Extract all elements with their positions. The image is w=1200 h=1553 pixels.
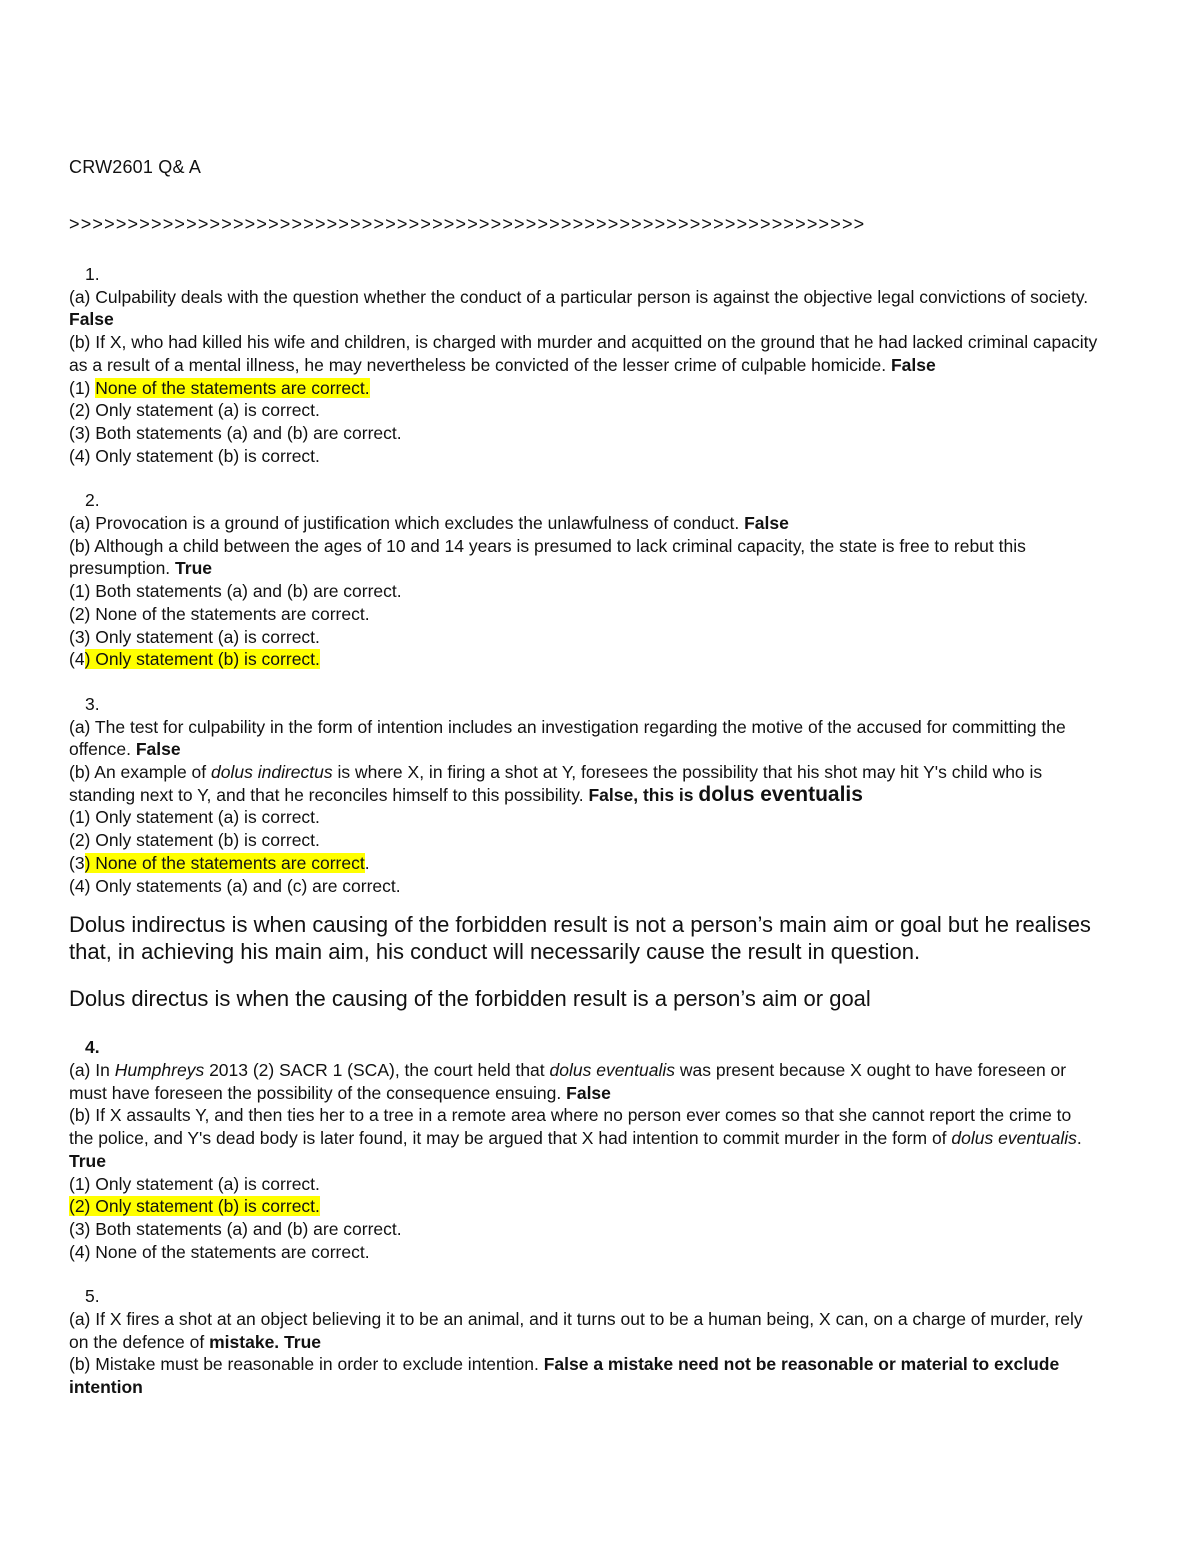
question-4: [69, 1036, 1099, 1263]
option-4: (4) Only statements (a) and (c) are correct.: [69, 875, 401, 896]
statement-b: (b) Mistake must be reasonable in order to exclude intention. False a mistake need not be reasonable or material to exclude intention: [69, 1354, 1060, 1398]
highlighted-answer: ) None of the statements are correct: [84, 852, 365, 873]
note-dolus-directus: Dolus directus is when the causing of the forbidden result is a person’s aim or goal: [69, 986, 871, 1012]
question-5: [69, 1285, 1099, 1399]
verdict: False a mistake need not be reasonable or material to exclude intention: [69, 1354, 1060, 1398]
option-3: (3) Both statements (a) and (b) are correct.: [69, 422, 402, 443]
verdict-term: dolus eventualis: [698, 782, 863, 806]
question-number: 2.: [85, 490, 100, 511]
statement-a: (a) In Humphreys 2013 (2) SACR 1 (SCA), the court held that dolus eventualis was present because X ought to have foreseen or must have foreseen the possibility of the consequence ensuing. False: [69, 1059, 1067, 1103]
verdict: True: [69, 1150, 106, 1171]
option-2: (2) Only statement (b) is correct.: [69, 830, 320, 851]
statement-b: (b) An example of dolus indirectus is where X, in firing a shot at Y, foresees the possibility that his shot may hit Y's child who is standing next to Y, and that he reconciles himself to this possibility. False, this is dolus eventualis: [69, 762, 1043, 806]
verdict: True: [175, 558, 213, 579]
option-4: (4) Only statement (b) is correct.: [69, 445, 320, 466]
verdict: False: [744, 513, 789, 534]
statement-b: (b) If X, who had killed his wife and children, is charged with murder and acquitted on the ground that he had lacked criminal capacity as a result of a mental illness, he may nevertheless be convicted of the lesser crime of culpable homicide. False: [69, 332, 1098, 375]
statement-a: (a) If X fires a shot at an object believing it to be an animal, and it turns out to be a human being, X can, on a charge of murder, rely on the defence of mistake. True: [69, 1309, 1083, 1352]
verdict: False: [135, 739, 181, 760]
question-number: 4.: [85, 1037, 100, 1058]
highlighted-answer: ) Only statement (b) is correct.: [84, 649, 320, 670]
option-2: [69, 1195, 1099, 1218]
highlighted-answer: None of the statements are correct.: [95, 377, 370, 398]
option-1: (1) Only statement (a) is correct.: [69, 1173, 320, 1194]
option-2: (2) None of the statements are correct.: [69, 603, 370, 624]
document-title: CRW2601 Q& A: [69, 157, 202, 177]
divider-line: >>>>>>>>>>>>>>>>>>>>>>>>>>>>>>>>>>>>>>>>>>>>>>>>>>>>>>>>>>>>>>>>>>>>: [69, 214, 866, 234]
option-1: (1) Only statement (a) is correct.: [69, 807, 320, 828]
statement-b: (b) Although a child between the ages of 10 and 14 years is presumed to lack criminal capacity, the state is free to rebut this presumption. True: [69, 535, 1026, 579]
verdict: False: [69, 309, 114, 330]
option-3: (3) None of the statements are correct.: [69, 852, 370, 873]
statement-a: (a) The test for culpability in the form of intention includes an investigation regarding the motive of the accused for committing the offence. False: [69, 716, 1066, 760]
question-number: 3.: [85, 693, 100, 714]
statement-b: (b) If X assaults Y, and then ties her to a tree in a remote area where no person ever comes so that she cannot report the crime to the police, and Y's dead body is later found, it may be argued that X had intention to commit murder in the form of dolus eventualis. True: [69, 1105, 1082, 1171]
statement-a: (a) Provocation is a ground of justification which excludes the unlawfulness of conduct. False: [69, 513, 789, 534]
option-4: (4) None of the statements are correct.: [69, 1241, 370, 1262]
option-3: (3) Both statements (a) and (b) are correct.: [69, 1218, 402, 1239]
option-1: (1) None of the statements are correct.: [69, 377, 370, 398]
option-4: (4) Only statement (b) is correct.: [69, 649, 320, 670]
verdict: False, this is: [588, 784, 694, 805]
verdict: True: [284, 1331, 322, 1352]
verdict: False: [566, 1082, 611, 1103]
question-number: 5.: [85, 1286, 100, 1307]
question-2: [69, 489, 1099, 671]
question-1: [69, 263, 1099, 467]
statement-a: (a) Culpability deals with the question whether the conduct of a particular person is against the objective legal convictions of society. False: [69, 286, 1089, 330]
verdict: False: [890, 354, 936, 375]
question-number: 1.: [85, 264, 100, 284]
note-dolus-indirectus: Dolus indirectus is when causing of the forbidden result is not a person’s main aim or goal but he realises that, in achieving his main aim, his conduct will necessarily cause the result in question.: [69, 912, 1091, 965]
highlighted-answer: (2) Only statement (b) is correct.: [69, 1196, 320, 1217]
option-2: (2) Only statement (a) is correct.: [69, 400, 320, 421]
document-body: [69, 263, 1099, 1421]
option-3: (3) Only statement (a) is correct.: [69, 626, 320, 647]
question-3: [69, 693, 1099, 897]
option-1: (1) Both statements (a) and (b) are correct.: [69, 581, 402, 602]
